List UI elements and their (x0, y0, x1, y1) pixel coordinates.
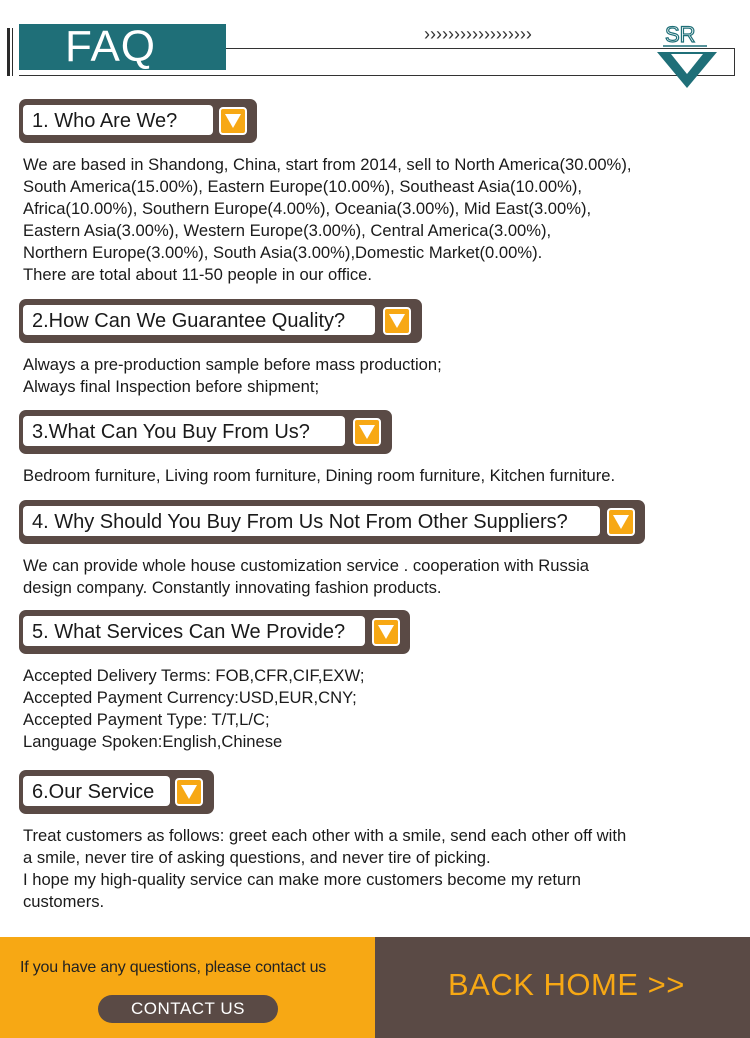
expand-arrow-icon[interactable] (353, 418, 381, 446)
answer-line: South America(15.00%), Eastern Europe(10.00%), Southeast Asia(10.00%), (23, 177, 582, 196)
answer-line: Africa(10.00%), Southern Europe(4.00%), Oceania(3.00%), Mid East(3.00%), (23, 199, 592, 218)
question-label-box (23, 105, 213, 135)
faq-answer-4 (23, 555, 589, 599)
answer-line: I hope my high-quality service can make more customers become my return (23, 870, 581, 889)
answer-line: There are total about 11-50 people in our office. (23, 265, 373, 284)
question-label-box (23, 616, 365, 646)
answer-line: customers. (23, 892, 105, 911)
answer-line: design company. Constantly innovating fashion products. (23, 578, 442, 597)
answer-line: Accepted Delivery Terms: FOB,CFR,CIF,EXW; (23, 666, 365, 685)
faq-answer-1 (23, 154, 631, 286)
back-home-panel[interactable] (375, 937, 750, 1038)
answer-line: We can provide whole house customization service . cooperation with Russia (23, 556, 590, 575)
expand-arrow-icon[interactable] (607, 508, 635, 536)
header-accent-line (12, 28, 13, 76)
question-label: 4. Why Should You Buy From Us Not From Other Suppliers? (32, 511, 568, 533)
expand-arrow-icon[interactable] (383, 307, 411, 335)
faq-title-box (19, 24, 226, 70)
contact-us-button[interactable]: CONTACT US (98, 995, 278, 1023)
faq-answer-2 (23, 354, 442, 398)
answer-line: Bedroom furniture, Living room furniture, Dining room furniture, Kitchen furniture. (23, 466, 616, 485)
chevron-row-decoration: ›››››››››››››››››› (424, 24, 532, 44)
question-label: 2.How Can We Guarantee Quality? (32, 310, 346, 332)
question-label: 1. Who Are We? (32, 110, 178, 132)
answer-line: a smile, never tire of asking questions, and never tire of picking. (23, 848, 491, 867)
sr-logo-icon (655, 20, 719, 90)
question-label-box (23, 776, 170, 806)
svg-text:SR: SR (665, 22, 696, 47)
answer-line: Always a pre-production sample before mass production; (23, 355, 442, 374)
answer-line: Eastern Asia(3.00%), Western Europe(3.00%), Central America(3.00%), (23, 221, 552, 240)
page-title: FAQ (65, 22, 157, 71)
question-label: 6.Our Service (32, 781, 155, 803)
faq-header (0, 0, 750, 92)
back-home-link[interactable]: BACK HOME >> (448, 967, 685, 1002)
header-divider (19, 75, 735, 76)
header-accent-bar (7, 28, 10, 76)
faq-question-1[interactable] (19, 99, 257, 143)
answer-line: Always final Inspection before shipment; (23, 377, 320, 396)
faq-question-5[interactable] (19, 610, 410, 654)
contact-prompt: If you have any questions, please contact us (20, 959, 327, 976)
faq-question-3[interactable] (19, 410, 392, 454)
faq-question-2[interactable] (19, 299, 422, 343)
expand-arrow-icon[interactable] (372, 618, 400, 646)
question-label-box (23, 305, 375, 335)
faq-question-4[interactable] (19, 500, 645, 544)
answer-line: Accepted Payment Type: T/T,L/C; (23, 710, 270, 729)
question-label: 5. What Services Can We Provide? (32, 621, 346, 643)
answer-line: Language Spoken:English,Chinese (23, 732, 283, 751)
faq-answer-6 (23, 825, 626, 913)
answer-line: Treat customers as follows: greet each other with a smile, send each other off with (23, 826, 627, 845)
answer-line: Northern Europe(3.00%), South Asia(3.00%),Domestic Market(0.00%). (23, 243, 543, 262)
expand-arrow-icon[interactable] (175, 778, 203, 806)
question-label: 3.What Can You Buy From Us? (32, 421, 310, 443)
answer-line: We are based in Shandong, China, start from 2014, sell to North America(30.00%), (23, 155, 632, 174)
faq-answer-3 (23, 465, 615, 487)
question-label-box (23, 506, 600, 536)
question-label-box (23, 416, 345, 446)
faq-question-6[interactable] (19, 770, 214, 814)
faq-answer-5 (23, 665, 364, 753)
contact-panel (0, 937, 375, 1038)
answer-line: Accepted Payment Currency:USD,EUR,CNY; (23, 688, 357, 707)
expand-arrow-icon[interactable] (219, 107, 247, 135)
